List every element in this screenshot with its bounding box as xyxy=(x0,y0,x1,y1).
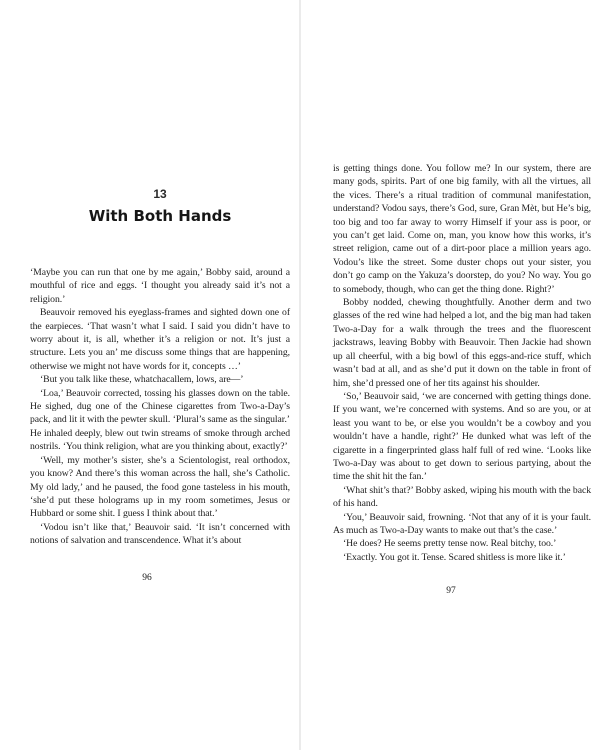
left-page xyxy=(0,0,299,750)
right-page xyxy=(301,0,600,750)
paragraph: Bobby nodded, chewing thoughtfully. Another derm and two glasses of the red wine had helped a lot, and the big man had taken Two-a-Day for a walk through the trees and the fluorescent jackstraws, leaving Bobby with Beauvoir. Then Jackie had shown up all cheerful, with a big bowl of this eggs-and-rice stuff, which wasn’t bad at all, and as she’d put it down on the table in front of him, she’d pressed one of her tits against his shoulder. xyxy=(333,297,591,389)
paragraph: ‘Loa,’ Beauvoir corrected, tossing his glasses down on the table. He sighed, dug one of the Chinese cigarettes from Two-a-Day’s pack, and lit it with the pewter skull. ‘Plural’s same as the singular.’ He inhaled deeply, blew out twin streams of smoke through arched nostrils. ‘You think religion, what are you thinking about, exactly?’ xyxy=(30,387,290,453)
paragraph: ‘You,’ Beauvoir said, frowning. ‘Not that any of it is your fault. As much as Two-a-Day wants to make out that’s the case.’ xyxy=(333,511,591,536)
paragraph: ‘So,’ Beauvoir said, ‘we are concerned with getting things done. If you want, we’re concerned with systems. And so are you, or at least you want to be, or else you wouldn’t be a cowboy and you wouldn’t have a handle, right?’ He dunked what was left of the cigarette in a fingerprinted glass half full of red wine. ‘Looks like Two-a-Day was about to get down to serious partying, about the time the shit hit the fan.’ xyxy=(333,390,591,483)
chapter-title: With Both Hands xyxy=(88,207,232,225)
left-page-body xyxy=(30,266,290,548)
paragraph: ‘What shit’s that?’ Bobby asked, wiping his mouth with the back of his hand. xyxy=(333,484,591,510)
paragraph: ‘Vodou isn’t like that,’ Beauvoir said. ‘It isn’t concerned with notions of salvation and transcendence. What it’s about xyxy=(30,521,290,547)
paragraph: ‘But you talk like these, whatchacallem, lows, are—’ xyxy=(40,374,244,386)
paragraph: ‘Exactly. You got it. Tense. Scared shitless is more like it.’ xyxy=(343,551,566,563)
page-number: 97 xyxy=(446,586,456,596)
paragraph: ‘Maybe you can run that one by me again,’ Bobby said, around a mouthful of rice and eggs. ‘I thought you already said it’s not a religion.’ xyxy=(30,267,290,305)
page-number: 96 xyxy=(142,573,152,583)
paragraph: Beauvoir removed his eyeglass-frames and sighted down one of the earpieces. ‘That wasn’t what I said. I said you didn’t have to worry about it, is all, whether it’s a religion or not. It’s just a structure. Lets you an’ me discuss some things that are happening, otherwise we might not have words for it, concepts …’ xyxy=(30,307,290,372)
paragraph: is getting things done. You follow me? In our system, there are many gods, spirits. Part of one big family, with all the virtues, all the vices. There’s a ritual tradition of communal manifestation, understand? Vodou says, there’s God, sure, Gran Mèt, but He’s big, too big and too far away to worry Himself if your ass is poor, or you can’t get laid. Come on, man, you know how this works, it’s street religion, came out of a dirt-poor place a million years ago. Vodou’s like the street. Some duster chops out your sister, you don’t go camp on the Yakuza’s doorstep, do you? No way. You go to somebody, though, who can get the thing done. Right?’ xyxy=(333,163,591,295)
chapter-number: 13 xyxy=(153,187,167,201)
paragraph: ‘He does? He seems pretty tense now. Real bitchy, too.’ xyxy=(343,538,557,550)
right-page-body xyxy=(333,162,591,564)
paragraph: ‘Well, my mother’s sister, she’s a Scientologist, real orthodox, you know? And there’s this woman across the hall, she’s Catholic. My old lady,’ and he paused, the food gone tasteless in his mouth, ‘she’d put these holograms up in my room sometimes, Jesus or Hubbard or some shit. I guess I think about that.’ xyxy=(30,454,290,520)
